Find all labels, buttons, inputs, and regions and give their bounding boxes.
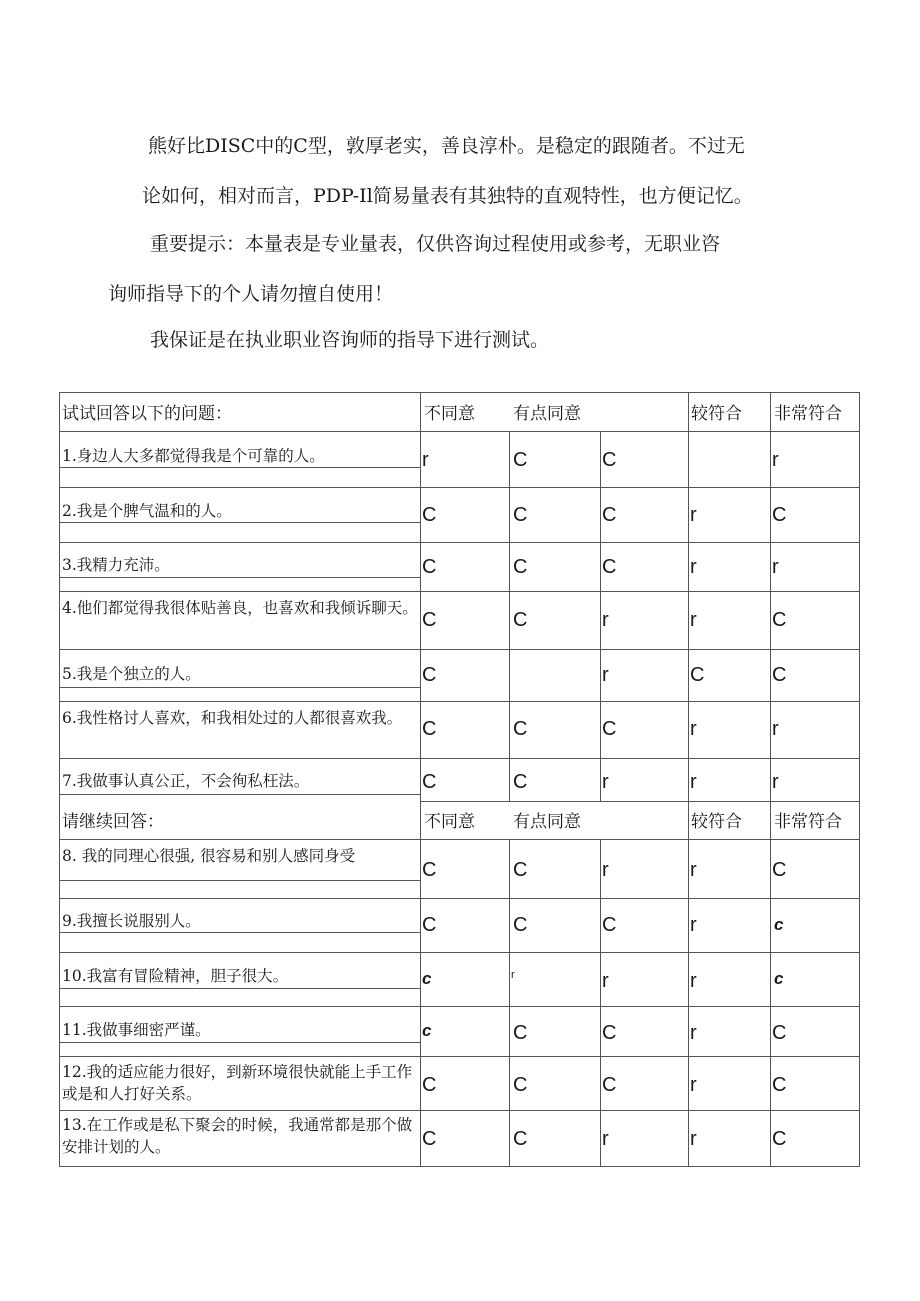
answer-radio-strongly-matches[interactable]: C	[772, 1022, 787, 1044]
section1-prompt: 试试回答以下的问题：	[62, 404, 232, 424]
question-11: 11.我做事细密严谨。	[62, 1021, 211, 1039]
answer-radio-strongly-matches[interactable]: C	[772, 609, 787, 631]
answer-radio-fairly-matches[interactable]: r	[690, 556, 697, 578]
answer-line	[60, 687, 420, 688]
answer-radio-somewhat-agree[interactable]: C	[513, 1022, 528, 1044]
question-1: 1.身边人大多都觉得我是个可靠的人。	[62, 447, 325, 465]
row-divider	[420, 952, 860, 953]
answer-radio-disagree[interactable]: c	[422, 1021, 432, 1040]
answer-radio-strongly-matches[interactable]: r	[772, 449, 779, 471]
answer-radio-strongly-matches[interactable]: c	[774, 915, 784, 934]
answer-radio-neutral[interactable]: r	[602, 664, 609, 686]
row-divider	[420, 758, 860, 759]
answer-line	[60, 794, 420, 795]
option-strongly-matches: 非常符合	[774, 812, 842, 832]
answer-radio-neutral[interactable]: C	[602, 718, 617, 740]
row-divider	[420, 542, 860, 543]
answer-radio-fairly-matches[interactable]: r	[690, 1074, 697, 1096]
option-disagree: 不同意	[424, 812, 475, 832]
answer-radio-strongly-matches[interactable]: C	[772, 1128, 787, 1150]
answer-radio-disagree[interactable]: C	[422, 664, 437, 686]
answer-radio-fairly-matches[interactable]: r	[690, 859, 697, 881]
answer-line	[60, 542, 420, 543]
answer-radio-fairly-matches[interactable]: C	[690, 664, 705, 686]
row-divider	[420, 649, 860, 650]
answer-radio-disagree[interactable]: r	[422, 449, 429, 471]
answer-line	[60, 1006, 420, 1007]
answer-line	[60, 952, 420, 953]
answer-radio-neutral[interactable]: r	[602, 609, 609, 631]
answer-radio-somewhat-agree[interactable]: C	[513, 771, 528, 793]
answer-radio-somewhat-agree[interactable]: C	[513, 1128, 528, 1150]
answer-radio-neutral[interactable]: C	[602, 449, 617, 471]
answer-radio-somewhat-agree[interactable]: C	[513, 1074, 528, 1096]
answer-line	[60, 898, 420, 899]
answer-radio-neutral[interactable]: C	[602, 556, 617, 578]
answer-radio-neutral[interactable]: r	[602, 1128, 609, 1150]
column-divider	[600, 839, 601, 1166]
column-divider	[420, 393, 421, 1166]
option-fairly-matches: 较符合	[691, 404, 742, 424]
answer-radio-disagree[interactable]: C	[422, 556, 437, 578]
option-disagree: 不同意	[424, 404, 475, 424]
answer-radio-somewhat-agree[interactable]: C	[513, 504, 528, 526]
option-somewhat-agree: 有点同意	[513, 404, 581, 424]
answer-line	[60, 932, 420, 933]
question-4: 4.他们都觉得我很体贴善良，也喜欢和我倾诉聊天。	[62, 599, 418, 617]
row-divider	[420, 1056, 860, 1057]
option-fairly-matches: 较符合	[691, 812, 742, 832]
answer-radio-disagree[interactable]: C	[422, 504, 437, 526]
row-divider	[420, 591, 860, 592]
answer-radio-disagree[interactable]: C	[422, 859, 437, 881]
question-5: 5.我是个独立的人。	[62, 665, 201, 683]
row-divider	[420, 839, 860, 840]
intro-paragraph-2: 论如何，相对而言，PDP-Il简易量表有其独特的直观特性，也方便记忆。	[142, 185, 753, 207]
row-divider	[420, 898, 860, 899]
answer-radio-strongly-matches[interactable]: C	[772, 859, 787, 881]
answer-radio-strongly-matches[interactable]: r	[772, 718, 779, 740]
answer-line	[60, 467, 420, 468]
answer-radio-fairly-matches[interactable]: r	[690, 718, 697, 740]
answer-line	[60, 1110, 420, 1111]
answer-radio-fairly-matches[interactable]: r	[690, 771, 697, 793]
answer-line	[60, 758, 420, 759]
question-3: 3.我精力充沛。	[62, 556, 170, 574]
answer-line	[60, 431, 420, 432]
answer-line	[60, 701, 420, 702]
question-7: 7.我做事认真公正，不会徇私枉法。	[62, 772, 310, 790]
answer-line	[60, 1042, 420, 1043]
answer-radio-disagree[interactable]: C	[422, 914, 437, 936]
answer-radio-somewhat-agree[interactable]: C	[513, 859, 528, 881]
answer-radio-somewhat-agree[interactable]: r	[511, 969, 515, 981]
answer-radio-somewhat-agree[interactable]: C	[513, 609, 528, 631]
answer-radio-neutral[interactable]: C	[602, 1074, 617, 1096]
question-10: 10.我富有冒险精神，胆子很大。	[62, 967, 289, 985]
important-notice: 重要提示：本量表是专业量表，仅供咨询过程使用或参考，无职业咨	[150, 233, 721, 255]
answer-radio-disagree[interactable]: C	[422, 718, 437, 740]
section2-prompt: 请继续回答：	[62, 812, 164, 832]
answer-line	[60, 487, 420, 488]
row-divider	[420, 701, 860, 702]
answer-radio-somewhat-agree[interactable]: C	[513, 556, 528, 578]
row-divider	[420, 1110, 860, 1111]
survey-table	[59, 392, 860, 1167]
answer-radio-strongly-matches[interactable]: C	[772, 504, 787, 526]
answer-radio-neutral[interactable]: r	[602, 771, 609, 793]
answer-radio-disagree[interactable]: C	[422, 1074, 437, 1096]
answer-radio-fairly-matches[interactable]: r	[690, 914, 697, 936]
question-6: 6.我性格讨人喜欢，和我相处过的人都很喜欢我。	[62, 709, 403, 727]
answer-radio-neutral[interactable]: r	[602, 859, 609, 881]
answer-radio-disagree[interactable]: C	[422, 771, 437, 793]
answer-radio-strongly-matches[interactable]: c	[774, 969, 784, 988]
answer-radio-disagree[interactable]: C	[422, 1128, 437, 1150]
row-divider	[420, 431, 860, 432]
question-12: 12.我的适应能力很好，到新环境很快就能上手工作或是和人打好关系。	[62, 1063, 413, 1103]
answer-radio-fairly-matches[interactable]: r	[690, 1022, 697, 1044]
row-divider	[420, 1006, 860, 1007]
row-divider	[420, 487, 860, 488]
answer-line	[60, 591, 420, 592]
answer-radio-fairly-matches[interactable]: r	[690, 1128, 697, 1150]
answer-radio-strongly-matches[interactable]: r	[772, 556, 779, 578]
option-strongly-matches: 非常符合	[774, 404, 842, 424]
answer-line	[60, 577, 420, 578]
option-somewhat-agree: 有点同意	[513, 812, 581, 832]
answer-line	[60, 1056, 420, 1057]
answer-line	[60, 988, 420, 989]
answer-radio-strongly-matches[interactable]: C	[772, 664, 787, 686]
answer-line	[60, 839, 420, 840]
answer-radio-neutral[interactable]: C	[602, 914, 617, 936]
answer-radio-fairly-matches[interactable]: r	[690, 609, 697, 631]
question-9: 9.我擅长说服别人。	[62, 912, 201, 930]
answer-radio-neutral[interactable]: r	[602, 970, 609, 992]
answer-radio-somewhat-agree[interactable]: C	[513, 718, 528, 740]
row-divider	[420, 801, 860, 802]
important-notice-continued: 询师指导下的个人请勿擅自使用！	[108, 283, 394, 305]
answer-radio-strongly-matches[interactable]: C	[772, 1074, 787, 1096]
answer-radio-somewhat-agree[interactable]: C	[513, 914, 528, 936]
answer-radio-strongly-matches[interactable]: r	[772, 771, 779, 793]
column-divider	[770, 393, 771, 1166]
question-2: 2.我是个脾气温和的人。	[62, 502, 232, 520]
answer-line	[60, 880, 420, 881]
column-divider	[688, 393, 689, 1166]
answer-radio-neutral[interactable]: C	[602, 504, 617, 526]
question-8: 8. 我的同理心很强, 很容易和别人感同身受	[62, 847, 356, 865]
answer-radio-disagree[interactable]: c	[422, 969, 432, 988]
answer-radio-fairly-matches[interactable]: r	[690, 970, 697, 992]
question-13: 13.在工作或是私下聚会的时候，我通常都是那个做安排计划的人。	[62, 1116, 413, 1156]
answer-radio-fairly-matches[interactable]: r	[690, 504, 697, 526]
intro-paragraph-1: 熊好比DISC中的C型，敦厚老实，善良淳朴。是稳定的跟随者。不过无	[148, 135, 745, 157]
column-divider	[509, 839, 510, 1166]
answer-radio-disagree[interactable]: C	[422, 609, 437, 631]
answer-radio-somewhat-agree[interactable]: C	[513, 449, 528, 471]
answer-radio-neutral[interactable]: C	[602, 1022, 617, 1044]
answer-line	[60, 649, 420, 650]
answer-line	[60, 522, 420, 523]
guarantee-statement: 我保证是在执业职业咨询师的指导下进行测试。	[150, 329, 550, 351]
